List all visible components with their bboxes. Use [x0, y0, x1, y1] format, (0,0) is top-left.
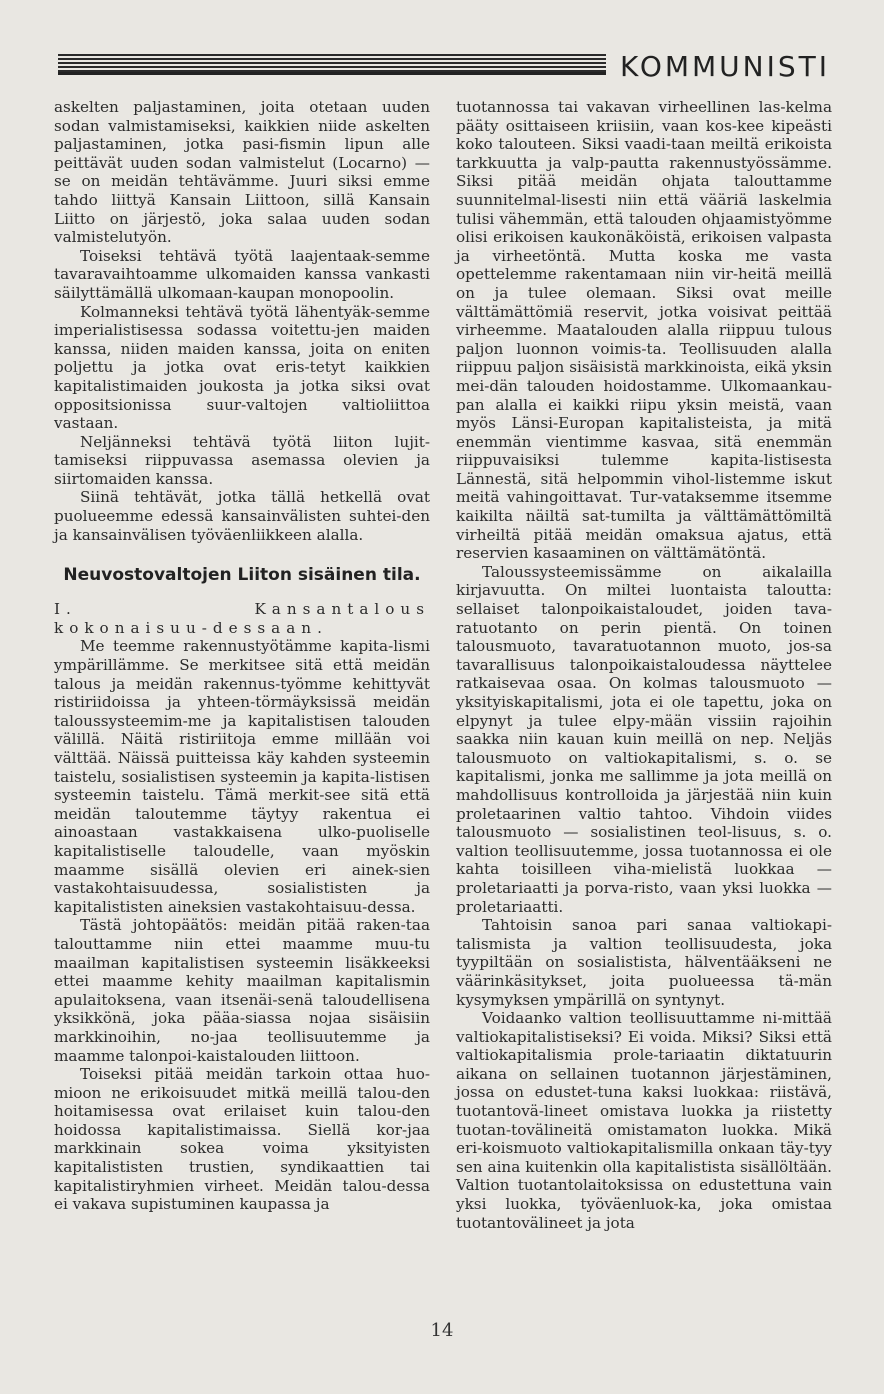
page-header	[58, 46, 838, 86]
page-number: 14	[430, 1320, 454, 1341]
header-rule-line	[58, 72, 606, 75]
paragraph: Toiseksi tehtävä työtä laajentaak-semme tavaravaihtoamme ulkomaiden kanssa vankasti säilyttämällä ulkomaan-kaupan monopoolin.	[54, 246, 430, 302]
paragraph: Neljänneksi tehtävä työtä liiton lujit-tamiseksi riippuvassa asemassa olevien ja siirtomaiden kanssa.	[54, 432, 430, 488]
subsection-heading: I. Kansantalous kokonaisuu-dessaan.	[54, 600, 430, 637]
paragraph: tuotannossa tai vakavan virheellinen las-kelma pääty osittaiseen kriisiin, vaan kos-kee kipeästi koko talouteen. Siksi vaadi-taan meiltä erikoista tarkkuutta ja valp-pautta rakennustyössämme. Siksi pitää meidän ohjata talouttamme suunnitelmal-lisesti niin että vääriä laskelmia tulisi vähemmän, että talouden ohjaamistyömme olisi erikoisen kaukonäköistä, erikoisen valpasta ja virheetöntä. Mutta koska me vasta opettelemme rakentamaan niin vir-heitä meillä on ja tulee olemaan. Siksi ovat meille välttämättömiä reservit, jotka voisivat peittää virheemme. Maatalouden alalla riippuu tulous paljon luonnon voimis-ta. Teollisuuden alalla riippuu paljon sisäisistä markkinoista, eikä yksin mei-dän talouden hoidostamme. Ulkomaankau-pan alalla ei kaikki riipu yksin meistä, vaan myös Länsi-Europan kapitalisteista, ja mitä enemmän vientimme kasvaa, sitä enemmän riippuvaisiksi tulemme kapita-listisesta Lännestä, sitä helpommin vihol-listemme iskut meitä vahingoittavat. Tur-vataksemme itsemme kaikilta näiltä sat-tumilta ja välttämättömiltä virheiltä pitää meidän omaksua ajatus, että reservien kasaaminen on välttämätöntä.	[456, 98, 832, 563]
paragraph: Toiseksi pitää meidän tarkoin ottaa huo-mioon ne erikoisuudet mitkä meillä talou-den hoitamisessa ovat erilaiset kuin talou-den hoidossa kapitalistimaissa. Siellä kor-jaa markkinain sokea voima yksityisten kapitalististen trustien, syndikaattien tai kapitalistiryhmien virheet. Meidän talou-dessa ei vakava supistuminen kaupassa ja	[54, 1065, 430, 1214]
paragraph: askelten paljastaminen, joita otetaan uuden sodan valmistamiseksi, kaikkien niide askelten paljastaminen, jotka pasi-fismin lipun alle peittävät uuden sodan valmistelut (Locarno) — se on meidän tehtävämme. Juuri siksi emme tahdo liittyä Kansain Liittoon, sillä Kansain Liitto on järjestö, joka salaa uuden sodan valmistelutyön.	[54, 98, 430, 247]
header-ornament-rule	[58, 54, 606, 72]
paragraph: Me teemme rakennustyötämme kapita-lismi ympärillämme. Se merkitsee sitä että meidän talous ja meidän rakennus-työmme kehittyvät ristiriidoissa ja yhteen-törmäyksissä meidän taloussysteemim-me ja kapitalistisen talouden välillä. Näitä ristiriitoja emme millään voi välttää. Näissä puitteissa käy kahden systeemin taistelu, sosialistisen systeemin ja kapita-listisen systeemin taistelu. Tämä merkit-see sitä että meidän taloutemme täytyy rakentua ei ainoastaan vastakkaisena ulko-puoliselle kapitalistiselle taloudelle, vaan myöskin maamme sisällä olevien eri ainek-sien vastakohtaisuudessa, sosialististen ja kapitalististen aineksien vastakohtaisuu-dessa.	[54, 637, 430, 916]
paragraph: Tästä johtopäätös: meidän pitää raken-taa talouttamme niin ettei maamme muu-tu maailman kapitalistisen systeemin lisäkkeeksi ettei maamme kehity maailman kapitalismin apulaitoksena, vaan itsenäi-senä taloudellisena yksikkönä, joka pääa-siassa nojaa sisäisiin markkinoihin, no-jaa teollisuutemme ja maamme talonpoi-kaistalouden liittoon.	[54, 916, 430, 1065]
publication-title: KOMMUNISTI	[620, 50, 831, 83]
right-column	[456, 98, 832, 1232]
section-heading: Neuvostovaltojen Liiton sisäinen tila.	[63, 565, 421, 586]
paragraph: Taloussysteemissämme on aikalailla kirjavuutta. On miltei luontaista taloutta: sellaiset talonpoikaistaloudet, joiden tava-ratuotanto on perin pientä. On toinen talousmuoto, tavaratuotannon muoto, jos-sa tavarallisuus talonpoikaistaloudessa näyttelee ratkaisevaa osaa. On kolmas talousmuoto — yksityiskapitalismi, jota ei ole tapettu, joka on elpynyt ja tulee elpy-mään vissiin rajoihin saakka niin kauan kuin meillä on nep. Neljäs talousmuoto on valtiokapitalismi, s. o. se kapitalismi, jonka me sallimme ja jota meillä on mahdollisuus kontrolloida ja järjestää niin kuin proletaarinen valtio tahtoo. Vihdoin viides talousmuoto — sosialistinen teol-lisuus, s. o. valtion teollisuutemme, jossa tuotannossa ei ole kahta toisilleen viha-mielistä luokkaa — proletariaatti ja porva-risto, vaan yksi luokka — proletariaatti.	[456, 562, 832, 916]
paragraph: Kolmanneksi tehtävä työtä lähentyäk-semme imperialistisessa sodassa voitettu-jen maiden kanssa, niiden maiden kanssa, joita on eniten poljettu ja jotka ovat eris-tetyt kaikkien kapitalistimaiden joukosta ja jotka siksi ovat oppositsionissa suur-valtojen valtioliittoa vastaan.	[54, 302, 430, 433]
paragraph: Voidaanko valtion teollisuuttamme ni-mittää valtiokapitalistiseksi? Ei voida. Miksi? Siksi että valtiokapitalismia prole-tariaatin diktatuurin aikana on sellainen tuotannon järjestäminen, jossa on edustet-tuna kaksi luokkaa: riistävä, tuotantovä-lineet omistava luokka ja riistetty tuotan-tovälineitä omistamaton luokka. Mikä eri-koismuoto valtiokapitalismilla onkaan täy-tyy sen aina kuitenkin olla kapitalistista sisällöltään. Valtion tuotantolaitoksissa on edustettuna vain yksi luokka, työväenluok-ka, joka omistaa tuotantovälineet ja jota	[456, 1009, 832, 1232]
left-column	[54, 98, 430, 1214]
paragraph: Siinä tehtävät, jotka tällä hetkellä ovat puolueemme edessä kansainvälisten suhtei-den ja kansainvälisen työväenliikkeen alalla.	[54, 488, 430, 544]
paragraph: Tahtoisin sanoa pari sanaa valtiokapi-talismista ja valtion teollisuudesta, joka tyypiltään on sosialistista, hälventääkseni ne väärinkäsitykset, joita puolueessa tä-män kysymyksen ympärillä on syntynyt.	[456, 916, 832, 1009]
